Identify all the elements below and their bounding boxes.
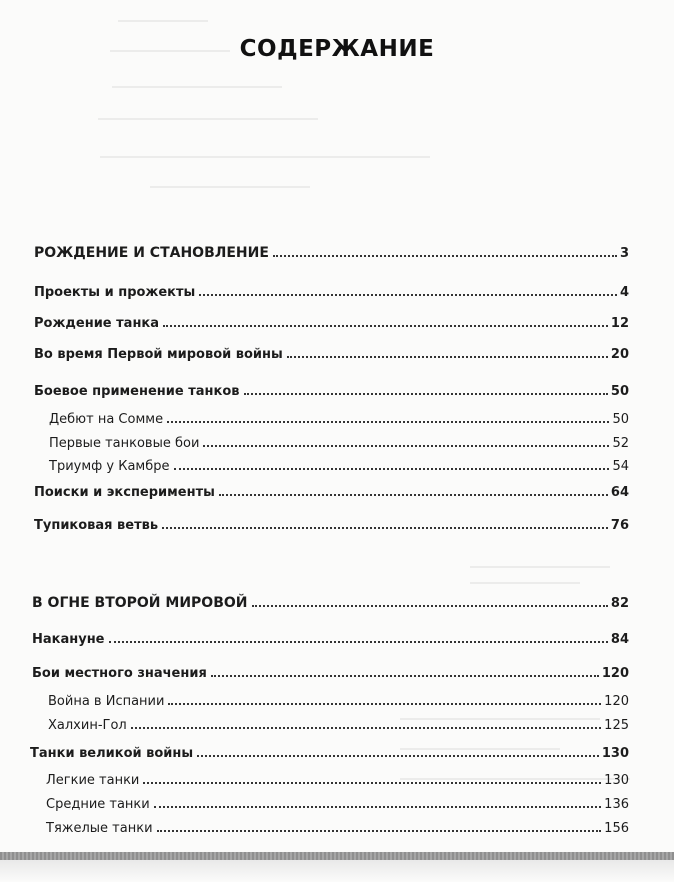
toc-entry-label: Халхин-Гол xyxy=(48,718,127,733)
toc-page-number: 120 xyxy=(604,694,629,709)
toc-entry-label: Тупиковая ветвь xyxy=(34,518,159,533)
toc-page-number: 156 xyxy=(604,821,629,836)
toc-page-number: 136 xyxy=(604,797,629,812)
dot-leader xyxy=(199,294,617,296)
dot-leader xyxy=(252,605,608,607)
toc-entry-label: В ОГНЕ ВТОРОЙ МИРОВОЙ xyxy=(32,595,248,611)
dot-leader xyxy=(273,255,617,257)
toc-page-number: 84 xyxy=(610,632,629,647)
dot-leader xyxy=(219,494,608,496)
toc-entry-label: Дебют на Сомме xyxy=(49,412,164,427)
page-bottom-shadow xyxy=(0,860,674,882)
dot-leader xyxy=(143,782,601,784)
toc-entry-label: Тяжелые танки xyxy=(46,821,153,836)
toc-subchapter xyxy=(46,797,629,812)
toc-entry-label: Поиски и эксперименты xyxy=(34,485,215,500)
dot-leader xyxy=(157,830,602,832)
toc-chapter xyxy=(34,316,629,331)
toc-subchapter xyxy=(49,436,629,451)
toc-chapter xyxy=(34,347,629,362)
toc-part-heading xyxy=(34,245,629,261)
toc-page-number: 12 xyxy=(610,316,629,331)
toc-entry-label: Проекты и прожекты xyxy=(34,285,196,300)
toc-subchapter xyxy=(49,412,629,427)
toc-page-number: 64 xyxy=(610,485,629,500)
toc-page-number: 3 xyxy=(619,246,629,261)
toc-entry-label: Рождение танка xyxy=(34,316,160,331)
toc-entry-label: Легкие танки xyxy=(46,773,140,788)
toc-chapter xyxy=(32,666,629,681)
toc-page-number: 54 xyxy=(612,459,629,474)
dot-leader xyxy=(154,806,601,808)
toc-chapter xyxy=(34,485,629,500)
toc-chapter xyxy=(32,632,629,647)
toc-chapter xyxy=(34,384,629,399)
toc-chapter xyxy=(34,518,629,533)
dot-leader xyxy=(203,445,609,447)
toc-page-number: 120 xyxy=(601,666,629,681)
toc-entry-label: Средние танки xyxy=(46,797,150,812)
toc-page-number: 50 xyxy=(610,384,629,399)
toc-title: СОДЕРЖАНИЕ xyxy=(239,36,435,62)
toc-entry-label: Боевое применение танков xyxy=(34,384,240,399)
toc-subchapter xyxy=(48,694,629,709)
toc-page-number: 52 xyxy=(612,436,629,451)
toc-subchapter xyxy=(46,773,629,788)
dot-leader xyxy=(287,356,608,358)
toc-subchapter xyxy=(48,718,629,733)
dot-leader xyxy=(197,755,599,757)
toc-page-number: 4 xyxy=(619,285,629,300)
toc-subchapter xyxy=(46,821,629,836)
dot-leader xyxy=(167,421,609,423)
toc-chapter xyxy=(30,746,629,761)
toc-chapter xyxy=(34,285,629,300)
toc-entry-label: Танки великой войны xyxy=(30,746,194,761)
toc-entry-label: Во время Первой мировой войны xyxy=(34,347,283,362)
toc-page-number: 76 xyxy=(610,518,629,533)
dot-leader xyxy=(174,468,610,470)
dot-leader xyxy=(109,641,608,643)
toc-entry-label: Накануне xyxy=(32,632,105,647)
toc-entry-label: РОЖДЕНИЕ И СТАНОВЛЕНИЕ xyxy=(34,245,269,261)
dot-leader xyxy=(168,703,601,705)
toc-page-number: 125 xyxy=(604,718,629,733)
toc-page-number: 50 xyxy=(612,412,629,427)
dot-leader xyxy=(162,527,608,529)
dot-leader xyxy=(244,393,608,395)
toc-page-number: 20 xyxy=(610,347,629,362)
toc-subchapter xyxy=(49,459,629,474)
dot-leader xyxy=(163,325,608,327)
toc-entry-label: Бои местного значения xyxy=(32,666,207,681)
toc-page-number: 130 xyxy=(604,773,629,788)
toc-entry-label: Война в Испании xyxy=(48,694,165,709)
toc-page-number: 130 xyxy=(601,746,629,761)
toc-page-number: 82 xyxy=(610,596,629,611)
dot-leader xyxy=(131,727,601,729)
page-bottom-border xyxy=(0,852,674,860)
dot-leader xyxy=(211,675,599,677)
toc-entry-label: Триумф у Камбре xyxy=(49,459,170,474)
toc-entry-label: Первые танковые бои xyxy=(49,436,200,451)
toc-part-heading xyxy=(32,595,629,611)
